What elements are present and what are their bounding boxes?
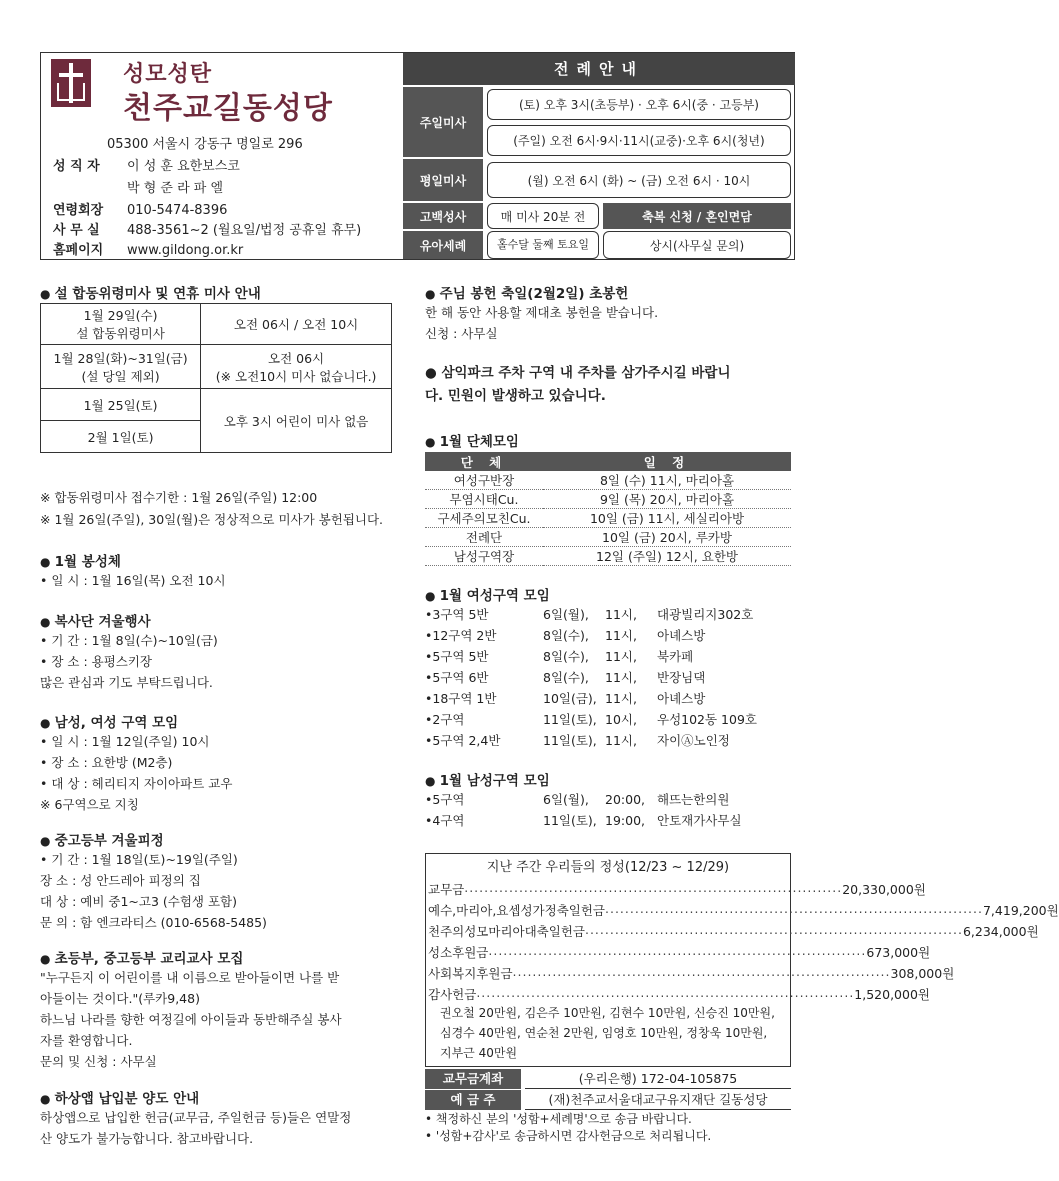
offering-row: 감사헌금 ............................................................................ 1,520,000원 bbox=[428, 985, 930, 1002]
section-title: ● 1월 남성구역 모임 bbox=[425, 769, 550, 789]
table-cell: 오전 06시 (※ 오전10시 미사 없습니다.) bbox=[201, 345, 392, 389]
text-line: 신청 : 사무실 bbox=[425, 326, 498, 341]
parking-notice-2: 다. 민원이 발생하고 있습니다. bbox=[425, 388, 606, 404]
women-row: •5구역 2,4반 11일(토), 11시, 자이Ⓐ노인정 bbox=[425, 733, 730, 748]
bulletin-header bbox=[40, 52, 795, 260]
info-priest: 성 직 자 이 성 훈 요한보스코 bbox=[53, 159, 240, 174]
address: 05300 서울시 강동구 명일로 296 bbox=[107, 137, 303, 152]
text-line: 하느님 나라를 향한 여정길에 아이들과 동반해주실 봉사 bbox=[40, 1012, 342, 1027]
sunday-mass-label: 주일미사 bbox=[403, 87, 483, 157]
table-cell: 오전 06시 / 오전 10시 bbox=[201, 304, 392, 345]
weekday-mass: (월) 오전 6시 (화) ~ (금) 오전 6시 · 10시 bbox=[487, 162, 791, 198]
section-title: ● 설 합동위령미사 및 연휴 미사 안내 bbox=[40, 282, 261, 302]
section-title: ● 1월 여성구역 모임 bbox=[425, 584, 550, 604]
table-row: 여성구반장 8일 (수) 11시, 마리아홀 bbox=[425, 471, 791, 490]
text-line: 문 의 : 함 엔크라티스 (010-6568-5485) bbox=[40, 915, 267, 930]
table-row: 남성구역장 12일 (주일) 12시, 요한방 bbox=[425, 547, 791, 566]
text-line: 많은 관심과 기도 부탁드립니다. bbox=[40, 675, 213, 690]
text-line: 자를 환영합니다. bbox=[40, 1033, 133, 1048]
sunday-mass-sat: (토) 오후 3시(초등부) · 오후 6시(중 · 고등부) bbox=[487, 89, 791, 120]
offering-row: 예수,마리아,요셉성가정축일헌금 ............................................................................ 7,419,200원 bbox=[428, 901, 1059, 918]
note-line: ※ 합동위령미사 접수기한 : 1월 26일(주일) 12:00 bbox=[40, 490, 318, 505]
offering-row: 성소후원금 ............................................................................ 673,000원 bbox=[428, 943, 931, 960]
section-title: ● 1월 봉성체 bbox=[40, 550, 121, 570]
table-cell: 1월 28일(화)~31일(금) (설 당일 제외) bbox=[41, 345, 201, 389]
section-title: ● 복사단 겨울행사 bbox=[40, 610, 151, 630]
confession-label: 고백성사 bbox=[403, 203, 483, 229]
parking-notice: ● 삼익파크 주차 구역 내 주차를 삼가주시길 바랍니 bbox=[425, 365, 731, 381]
text-line: • 대 상 : 헤리티지 자이아파트 교우 bbox=[40, 776, 233, 791]
parish-name: 천주교길동성당 bbox=[123, 91, 333, 126]
section-title: ● 주님 봉헌 축일(2월2일) 초봉헌 bbox=[425, 282, 628, 302]
info-priest-2: 박 형 준 라 파 엘 bbox=[127, 181, 224, 196]
liturgy-panel bbox=[403, 53, 795, 259]
text-line: • 장 소 : 용평스키장 bbox=[40, 654, 153, 669]
account-note: • 책정하신 분의 '성함+세례명'으로 송금 바랍니다. bbox=[425, 1112, 692, 1126]
section-title: ● 남성, 여성 구역 모임 bbox=[40, 711, 178, 731]
sunday-mass-sun: (주일) 오전 6시·9시·11시(교중)·오후 6시(청년) bbox=[487, 125, 791, 156]
baptism-note: 상시(사무실 문의) bbox=[603, 231, 791, 259]
account-note: • '성함+감사'로 송금하시면 감사헌금으로 처리됩니다. bbox=[425, 1129, 712, 1143]
group-meeting-table bbox=[425, 452, 791, 566]
section-title: ● 1월 단체모임 bbox=[425, 430, 519, 450]
holder-name: (재)천주교서울대교구유지재단 길동성당 bbox=[525, 1090, 791, 1110]
text-line: • 일 시 : 1월 16일(목) 오전 10시 bbox=[40, 573, 226, 588]
table-row: 전례단 10일 (금) 20시, 루카방 bbox=[425, 528, 791, 547]
offering-row: 천주의성모마리아대축일헌금 ............................................................................ 6,234,000원 bbox=[428, 922, 1039, 939]
women-row: •5구역 6반 8일(수), 11시, 반장님댁 bbox=[425, 670, 706, 685]
mass-schedule-table bbox=[40, 303, 392, 453]
offering-box bbox=[425, 853, 1059, 1067]
men-row: •4구역 11일(토), 19:00, 안토재가사무실 bbox=[425, 813, 742, 828]
baptism-time: 홀수달 둘째 토요일 bbox=[487, 231, 599, 259]
account-label: 교무금계좌 bbox=[425, 1069, 521, 1089]
women-row: •2구역 11일(토), 10시, 우성102동 109호 bbox=[425, 712, 757, 727]
text-line: • 장 소 : 요한방 (M2층) bbox=[40, 755, 173, 770]
blessing-label: 축복 신청 / 혼인면담 bbox=[603, 203, 791, 229]
note-line: ※ 1월 26일(주일), 30일(월)은 정상적으로 미사가 봉헌됩니다. bbox=[40, 512, 384, 527]
table-cell: 1월 25일(토) bbox=[41, 389, 201, 421]
text-line: ※ 6구역으로 지칭 bbox=[40, 797, 139, 812]
text-line: 문의 및 신청 : 사무실 bbox=[40, 1054, 157, 1069]
text-line: "누구든지 이 어린이를 내 이름으로 받아들이면 나를 받 bbox=[40, 970, 340, 985]
women-row: •12구역 2반 8일(수), 11시, 아녜스방 bbox=[425, 628, 706, 643]
account-info bbox=[425, 1069, 791, 1109]
text-line: • 기 간 : 1월 8일(수)~10일(금) bbox=[40, 633, 218, 648]
section-title: ● 하상앱 납입분 양도 안내 bbox=[40, 1087, 199, 1107]
thanks-line: 지부근 40만원 bbox=[440, 1046, 518, 1060]
liturgy-title: 전례안내 bbox=[403, 53, 795, 85]
section-title: ● 중고등부 겨울피정 bbox=[40, 829, 164, 849]
text-line: • 기 간 : 1월 18일(토)~19일(주일) bbox=[40, 852, 238, 867]
table-cell: 오후 3시 어린이 미사 없음 bbox=[201, 389, 392, 453]
season-title: 성모성탄 bbox=[123, 62, 213, 87]
women-row: •5구역 5반 8일(수), 11시, 북카페 bbox=[425, 649, 694, 664]
text-line: 대 상 : 예비 중1~고3 (수험생 포함) bbox=[40, 894, 238, 909]
text-line: 한 해 동안 사용할 제대초 봉헌을 받습니다. bbox=[425, 305, 659, 320]
women-row: •18구역 1반 10일(금), 11시, 아녜스방 bbox=[425, 691, 706, 706]
text-line: 하상앱으로 납입한 헌금(교무금, 주일헌금 등)들은 연말정 bbox=[40, 1110, 352, 1125]
text-line: 장 소 : 성 안드레아 피정의 집 bbox=[40, 873, 201, 888]
holder-label: 예 금 주 bbox=[425, 1090, 521, 1110]
text-line: • 일 시 : 1월 12일(주일) 10시 bbox=[40, 734, 210, 749]
info-homepage: 홈페이지 www.gildong.or.kr bbox=[53, 243, 244, 258]
offering-row: 교무금 ............................................................................ 20,330,000원 bbox=[428, 880, 926, 897]
text-line: 아들이는 것이다."(루카9,48) bbox=[40, 991, 200, 1006]
baptism-label: 유아세례 bbox=[403, 231, 483, 259]
weekday-mass-label: 평일미사 bbox=[403, 159, 483, 201]
table-row: 무염시태Cu. 9일 (목) 20시, 마리아홀 bbox=[425, 490, 791, 509]
table-cell: 2월 1일(토) bbox=[41, 421, 201, 453]
men-row: •5구역 6일(월), 20:00, 해뜨는한의원 bbox=[425, 792, 730, 807]
table-row: 구세주의모친Cu. 10일 (금) 11시, 세실리아방 bbox=[425, 509, 791, 528]
thanks-line: 권오철 20만원, 김은주 10만원, 김현수 10만원, 신승진 10만원, bbox=[440, 1006, 775, 1020]
table-cell: 1월 29일(수) 설 합동위령미사 bbox=[41, 304, 201, 345]
info-funeral: 연령회장 010-5474-8396 bbox=[53, 203, 228, 218]
column-header: 일 정 bbox=[543, 452, 791, 471]
text-line: 산 양도가 불가능합니다. 참고바랍니다. bbox=[40, 1131, 254, 1146]
parish-logo-icon bbox=[51, 59, 91, 107]
column-header: 단 체 bbox=[425, 452, 543, 471]
confession-time: 매 미사 20분 전 bbox=[487, 203, 599, 229]
info-office: 사 무 실 488-3561~2 (월요일/법정 공휴일 휴무) bbox=[53, 223, 362, 238]
thanks-line: 심경수 40만원, 연순천 2만원, 임영호 10만원, 정창욱 10만원, bbox=[440, 1026, 768, 1040]
account-number: (우리은행) 172-04-105875 bbox=[525, 1069, 791, 1089]
offering-row: 사회복지후원금 ............................................................................ 308,000원 bbox=[428, 964, 955, 981]
section-title: ● 초등부, 중고등부 교리교사 모집 bbox=[40, 947, 243, 967]
offering-title: 지난 주간 우리들의 정성(12/23 ~ 12/29) bbox=[486, 860, 730, 875]
women-row: •3구역 5반 6일(월), 11시, 대광빌리지302호 bbox=[425, 607, 754, 622]
